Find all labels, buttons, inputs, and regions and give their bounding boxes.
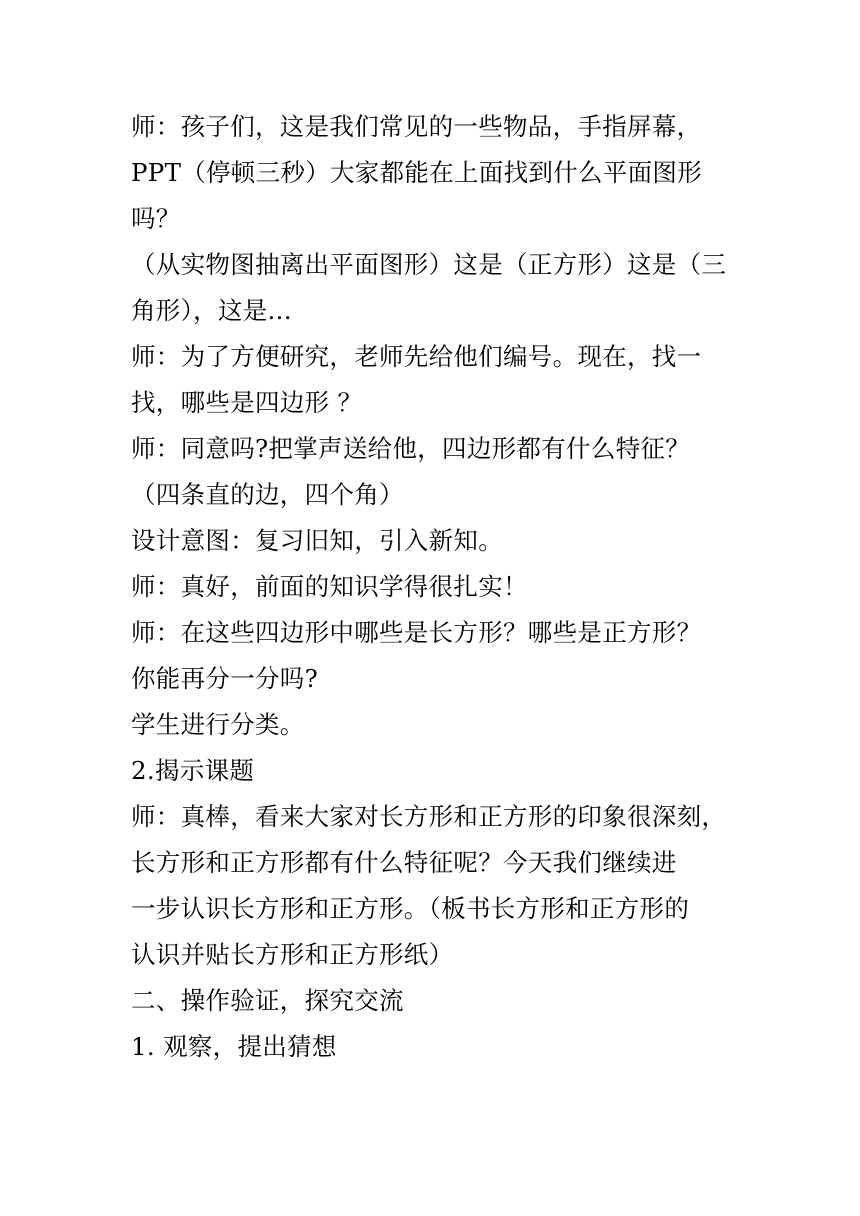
text-line: 师：真好，前面的知识学得很扎实！ xyxy=(131,572,528,601)
text-line: 找，哪些是四边形 ？ xyxy=(131,388,363,417)
text-line: 学生进行分类。 xyxy=(131,710,305,739)
text-line: 角形），这是... xyxy=(131,296,292,325)
text-line: 长方形和正方形都有什么特征呢？今天我们继续进 xyxy=(131,848,677,877)
text-line: 师：真棒，看来大家对长方形和正方形的印象很深刻， xyxy=(131,802,727,831)
text-line: 你能再分一分吗? xyxy=(131,664,319,693)
text-line: 设计意图：复习旧知，引入新知。 xyxy=(131,526,503,555)
text-line: PPT（停顿三秒）大家都能在上面找到什么平面图形 xyxy=(131,158,703,187)
section-heading: 二、操作验证，探究交流 xyxy=(131,986,404,1015)
text-line: 师：为了方便研究，老师先给他们编号。现在，找一 xyxy=(131,342,702,371)
document-body xyxy=(131,104,731,1070)
section-heading: 1. 观察，提出猜想 xyxy=(131,1032,337,1061)
text-line: 师：孩子们，这是我们常见的一些物品，手指屏幕， xyxy=(131,112,702,141)
text-line: （从实物图抽离出平面图形）这是（正方形）这是（三 xyxy=(131,250,727,279)
text-line: 一步认识长方形和正方形。（板书长方形和正方形的 xyxy=(131,894,690,923)
section-heading: 2.揭示课题 xyxy=(131,756,255,785)
text-line: 师：同意吗?把掌声送给他，四边形都有什么特征？ xyxy=(131,434,691,463)
text-line: 吗？ xyxy=(131,204,181,233)
text-line: 认识并贴长方形和正方形纸） xyxy=(131,940,454,969)
text-line: 师：在这些四边形中哪些是长方形？哪些是正方形？ xyxy=(131,618,702,647)
text-line: （四条直的边，四个角） xyxy=(131,480,404,509)
